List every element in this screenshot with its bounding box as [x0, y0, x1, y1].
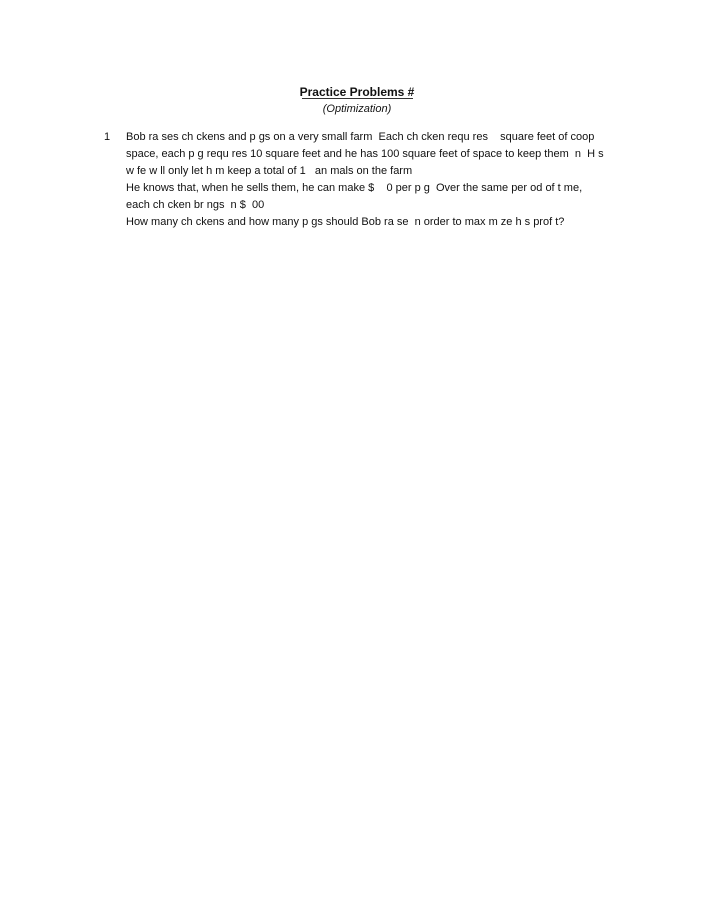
problem-line: each ch cken br ngs n $ 00: [126, 199, 265, 211]
problem-number: 1: [104, 131, 111, 143]
document-title: Practice Problems #: [299, 85, 415, 99]
title-underline: [302, 98, 413, 99]
problem-line: He knows that, when he sells them, he can make $ 0 per p g Over the same per od of t me,: [126, 182, 583, 194]
problem-line: w fe w ll only let h m keep a total of 1 an mals on the farm: [126, 165, 413, 177]
problem-line: Bob ra ses ch ckens and p gs on a very small farm Each ch cken requ res square feet of coop: [126, 131, 595, 143]
problem-text: [126, 129, 646, 231]
problem-line: space, each p g requ res 10 square feet and he has 100 square feet of space to keep them n H s: [126, 148, 604, 160]
document-subtitle: (Optimization): [322, 103, 392, 115]
problem-line: How many ch ckens and how many p gs should Bob ra se n order to max m ze h s prof t?: [126, 216, 565, 228]
